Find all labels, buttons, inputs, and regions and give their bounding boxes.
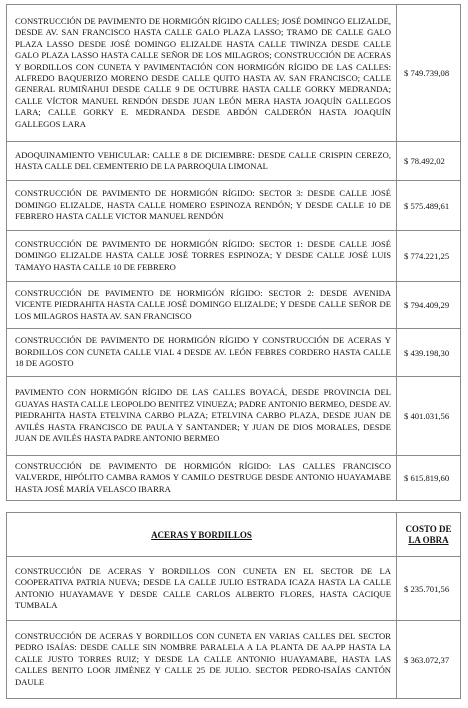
work-cost: $ 794.409,29: [397, 282, 461, 329]
work-cost: $ 749.739,08: [397, 5, 461, 142]
section-title: ACERAS Y BORDILLOS: [7, 513, 397, 557]
work-description: CONSTRUCCIÓN DE ACERAS Y BORDILLOS CON CUNETA EN VARIAS CALLES DEL SECTOR PEDRO ISAÍAS: DESDE CALLE SIN NOMBRE PARALELA A LA PLANTA DE AA.PP HASTA LA CALLE JUSTO TORRES RUIZ; Y DESDE LA CALLE ANTONIO HUAYAMABE, HASTA LAS CALLES BENITO LOOR JIMÉNEZ Y CALLE 25 DE JULIO. SECTOR PEDRO-ISAÍAS CANTÓN DAULE: [7, 621, 397, 699]
work-description: CONSTRUCCIÓN DE ACERAS Y BORDILLOS CON CUNETA EN EL SECTOR DE LA COOPERATIVA PATRIA NUEVA; DESDE LA CALLE JULIO ESTRADA ICAZA HASTA LA CALLE ANTONIO HUAYAMAVE Y DESDE CALLE CARLOS ALBERTO FLORES, HASTA CACIQUE TUMBALA: [7, 557, 397, 621]
work-description: CONSTRUCCIÓN DE PAVIMENTO DE HORMIGÓN RÍGIDO CALLES; JOSÉ DOMINGO ELIZALDE, DESDE AV. SAN FRANCISCO HASTA CALLE GALO PLAZA LASSO; TRAMO DE CALLE GALO PLAZA LASSO DESDE JOSÉ DOMINGO ELIZALDE HASTA CALLE TIWINZA DESDE CALLE GALO PLAZA LASSO HASTA CALLE SEÑOR DE LOS MILAGROS; CONSTRUCCIÓN DE ACERAS Y BORDILLOS CON CUNETA Y PAVIMENTACIÓN CON HORMIGÓN RÍGIDO DE LAS CALLES: ALFREDO BAQUERIZO MORENO DESDE CALLE QUITO HASTA AV. SAN FRANCISCO; CALLE GENERAL RUMIÑAHUI DESDE CALLE 9 DE OCTUBRE HASTA CALLE GORKY MEDRANDA; CALLE VÍCTOR MANUEL RENDÓN DESDE JUAN LEÓN MERA HASTA JOAQUÍN GALLEGOS LARA; CALLE GORKY E. MEDRANDA DESDE ABDÓN CALDERÓN HASTA JOAQUÍN GALLEGOS LARA: [7, 5, 397, 142]
sidewalks-table: [6, 512, 461, 699]
work-cost: $ 575.489,61: [397, 181, 461, 231]
work-description: CONSTRUCCIÓN DE PAVIMENTO DE HORMIGÓN RÍGIDO: SECTOR 2: DESDE AVENIDA VICENTE PIEDRAHITA HASTA CALLE JOSÉ DOMINGO ELIZALDE; Y DESDE CALLE SEÑOR DE LOS MILAGROS HASTA AV. SAN FRANCISCO: [7, 282, 397, 329]
work-description: ADOQUINAMIENTO VEHICULAR: CALLE 8 DE DICIEMBRE: DESDE CALLE CRISPIN CEREZO, HASTA CALLE DEL CEMENTERIO DE LA PARROQUIA LIMONAL: [7, 142, 397, 181]
work-cost: $ 774.221,25: [397, 231, 461, 282]
cost-column-header: [397, 513, 461, 557]
works-table: [6, 4, 461, 501]
work-cost: $ 78.492,02: [397, 142, 461, 181]
work-cost: $ 401.031,56: [397, 377, 461, 456]
work-description: CONSTRUCCIÓN DE PAVIMENTO DE HORMIGÓN RÍGIDO: SECTOR 3: DESDE CALLE JOSÉ DOMINGO ELIZALDE, HASTA CALLE HOMERO ESPINOZA RENDÓN; Y DESDE CALLE 10 DE FEBRERO HASTA CALLE VICTOR MANUEL RENDÓN: [7, 181, 397, 231]
table-row: [7, 181, 461, 231]
work-cost: $ 615.819,60: [397, 456, 461, 501]
table-row: [7, 142, 461, 181]
work-cost: $ 235.701,56: [397, 557, 461, 621]
cost-header-line2: LA OBRA: [408, 534, 449, 545]
table-row: [7, 282, 461, 329]
table-row: [7, 557, 461, 621]
work-cost: $ 439.198,30: [397, 329, 461, 377]
work-description: CONSTRUCCIÓN DE PAVIMENTO DE HORMIGÓN RÍGIDO: SECTOR 1: DESDE CALLE JOSÉ DOMINGO ELIZALDE HASTA CALLE JOSÉ TORRES ESPINOZA; Y DESDE CALLE JOSÉ LUIS TAMAYO HASTA CALLE 10 DE FEBRERO: [7, 231, 397, 282]
table-row: [7, 231, 461, 282]
work-description: CONSTRUCCIÓN DE PAVIMENTO DE HORMIGÓN RÍGIDO: LAS CALLES FRANCISCO VALVERDE, HIPÓLITO CAMBA RAMOS Y CAMILO DESTRUGE DESDE ANTONIO HUAYAMABE HASTA JOSÉ MARÍA VELASCO IBARRA: [7, 456, 397, 501]
cost-header-line1: COSTO DE: [405, 523, 452, 534]
table-row: [7, 5, 461, 142]
work-description: CONSTRUCCIÓN DE PAVIMENTO DE HORMIGÓN RÍGIDO Y CONSTRUCCIÓN DE ACERAS Y BORDILLOS CON CUNETA CALLE VIAL 4 DESDE AV. LEÓN FEBRES CORDERO HASTA CALLE 18 DE AGOSTO: [7, 329, 397, 377]
work-cost: $ 363.072,37: [397, 621, 461, 699]
table-row: [7, 377, 461, 456]
work-description: PAVIMENTO CON HORMIGÓN RÍGIDO DE LAS CALLES BOYACÁ, DESDE PROVINCIA DEL GUAYAS HASTA CALLE LEOPOLDO BENITEZ VINUEZA; PADRE ANTONIO BERMEO, DESDE AV. PIEDRAHITA HASTA ETELVINA CARBO PLAZA; ETELVINA CARBO PLAZA, DESDE JUAN DE AVILÉS HASTA FRANCISCO DE PAULA Y SANTANDER; Y JUAN DE DIOS MORALES, DESDE JUAN DE AVILÉS HASTA PADRE ANTONIO BERMEO: [7, 377, 397, 456]
table-row: [7, 621, 461, 699]
table-header-row: [7, 513, 461, 557]
table-row: [7, 329, 461, 377]
table-row: [7, 456, 461, 501]
